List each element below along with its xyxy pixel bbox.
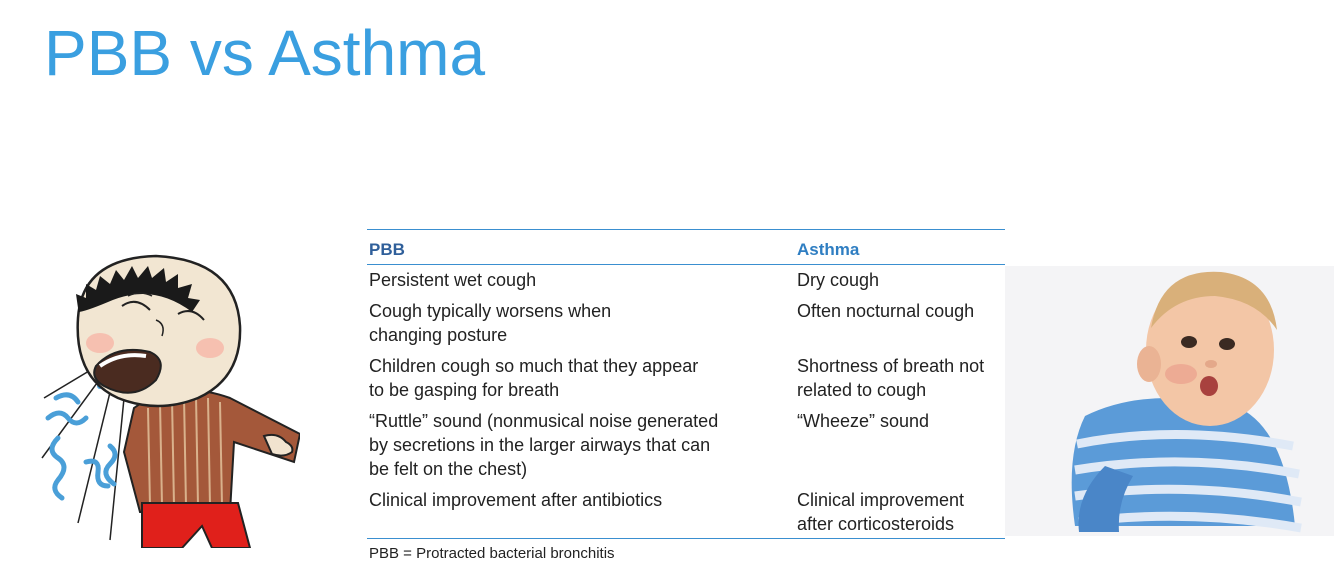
asthma-cell <box>795 487 1005 539</box>
pbb-cell-text: Children cough so much that they appear to be gasping for breath <box>369 356 699 400</box>
asthma-cell: Dry cough <box>797 270 880 290</box>
column-header-asthma: Asthma <box>795 230 1005 265</box>
asthma-cell-text: Clinical improvement after corticosteroids <box>797 490 965 534</box>
table-row <box>367 408 1005 487</box>
table-row <box>367 298 1005 353</box>
pbb-cell <box>367 353 795 408</box>
comparison-table-container <box>367 229 1005 562</box>
coughing-cartoon-image <box>38 248 300 548</box>
comparison-table <box>367 229 1005 539</box>
table-row <box>367 353 1005 408</box>
pbb-cell-text: “Ruttle” sound (nonmusical noise generated by secretions in the larger airways that can be felt on the chest) <box>369 411 719 479</box>
asthma-cell <box>795 353 1005 408</box>
pbb-cell: Clinical improvement after antibiotics <box>367 487 795 539</box>
pbb-cell-text: Cough typically worsens when changing posture <box>369 301 612 345</box>
column-header-pbb: PBB <box>367 230 795 265</box>
pbb-cell: Persistent wet cough <box>369 270 537 290</box>
table-row <box>367 487 1005 539</box>
asthma-cell: Often nocturnal cough <box>797 301 975 321</box>
table-row <box>367 265 1005 299</box>
coughing-baby-image <box>1005 266 1334 536</box>
pbb-cell <box>367 298 795 353</box>
table-footnote: PBB = Protracted bacterial bronchitis <box>369 545 615 562</box>
asthma-cell: “Wheeze” sound <box>797 411 930 431</box>
slide-title: PBB vs Asthma <box>44 17 486 89</box>
table-header-row <box>367 230 1005 265</box>
asthma-cell-text: Shortness of breath not related to cough <box>797 356 985 400</box>
pbb-cell <box>367 408 795 487</box>
